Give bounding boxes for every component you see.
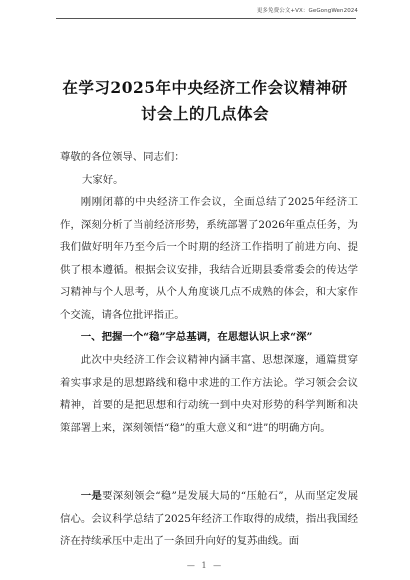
salutation: 尊敬的各位领导、同志们： xyxy=(60,151,185,163)
greeting: 大家好。 xyxy=(82,174,124,186)
paragraph-section-1: 此次中央经济工作会议精神内涵丰富、思想深邃，通篇贯穿着实事求是的思想路线和稳中求进的工作方法论。学习领会会议精神，首要的是把思想和行动统一到中央对形势的科学判断和决策部署上来，深刻领悟“稳”的重大意义和“进”的明确方向。 xyxy=(60,354,358,434)
paragraph-point-1 xyxy=(60,485,358,553)
title-line-2: 讨会上的几点体会 xyxy=(140,104,269,123)
header-note: 更多免费公文+VX：GeGongWen2024 xyxy=(256,8,358,14)
header-divider xyxy=(56,18,356,19)
page-number: — 1 — xyxy=(186,561,224,570)
paragraph-intro: 刚刚闭幕的中央经济工作会议，全面总结了2025年经济工作，深刻分析了当前经济形势，系统部署了2026年重点任务，为我们做好明年乃至今后一个时期的经济工作指明了前进方向、提供了根本遵循。根据会议安排，我结合近期县委常委会的传达学习精神与个人思考，从个人角度谈几点不成熟的体会，和大家作个交流，请各位批评指正。 xyxy=(60,196,358,321)
section-heading-1: 一、把握一个“稳”字总基调，在思想认识上求“深” xyxy=(80,331,313,343)
point-lead: 一是 xyxy=(80,490,103,502)
document-title xyxy=(40,75,370,127)
point-text: 要深刻领会“稳”是发展大局的“压舱石”，从而坚定发展信心。会议科学总结了2025年经济工作取得的成绩，指出我国经济在持续承压中走出了一条回升向好的复苏曲线。面 xyxy=(60,490,359,548)
title-line-1: 在学习2025年中央经济工作会议精神研 xyxy=(62,78,348,97)
